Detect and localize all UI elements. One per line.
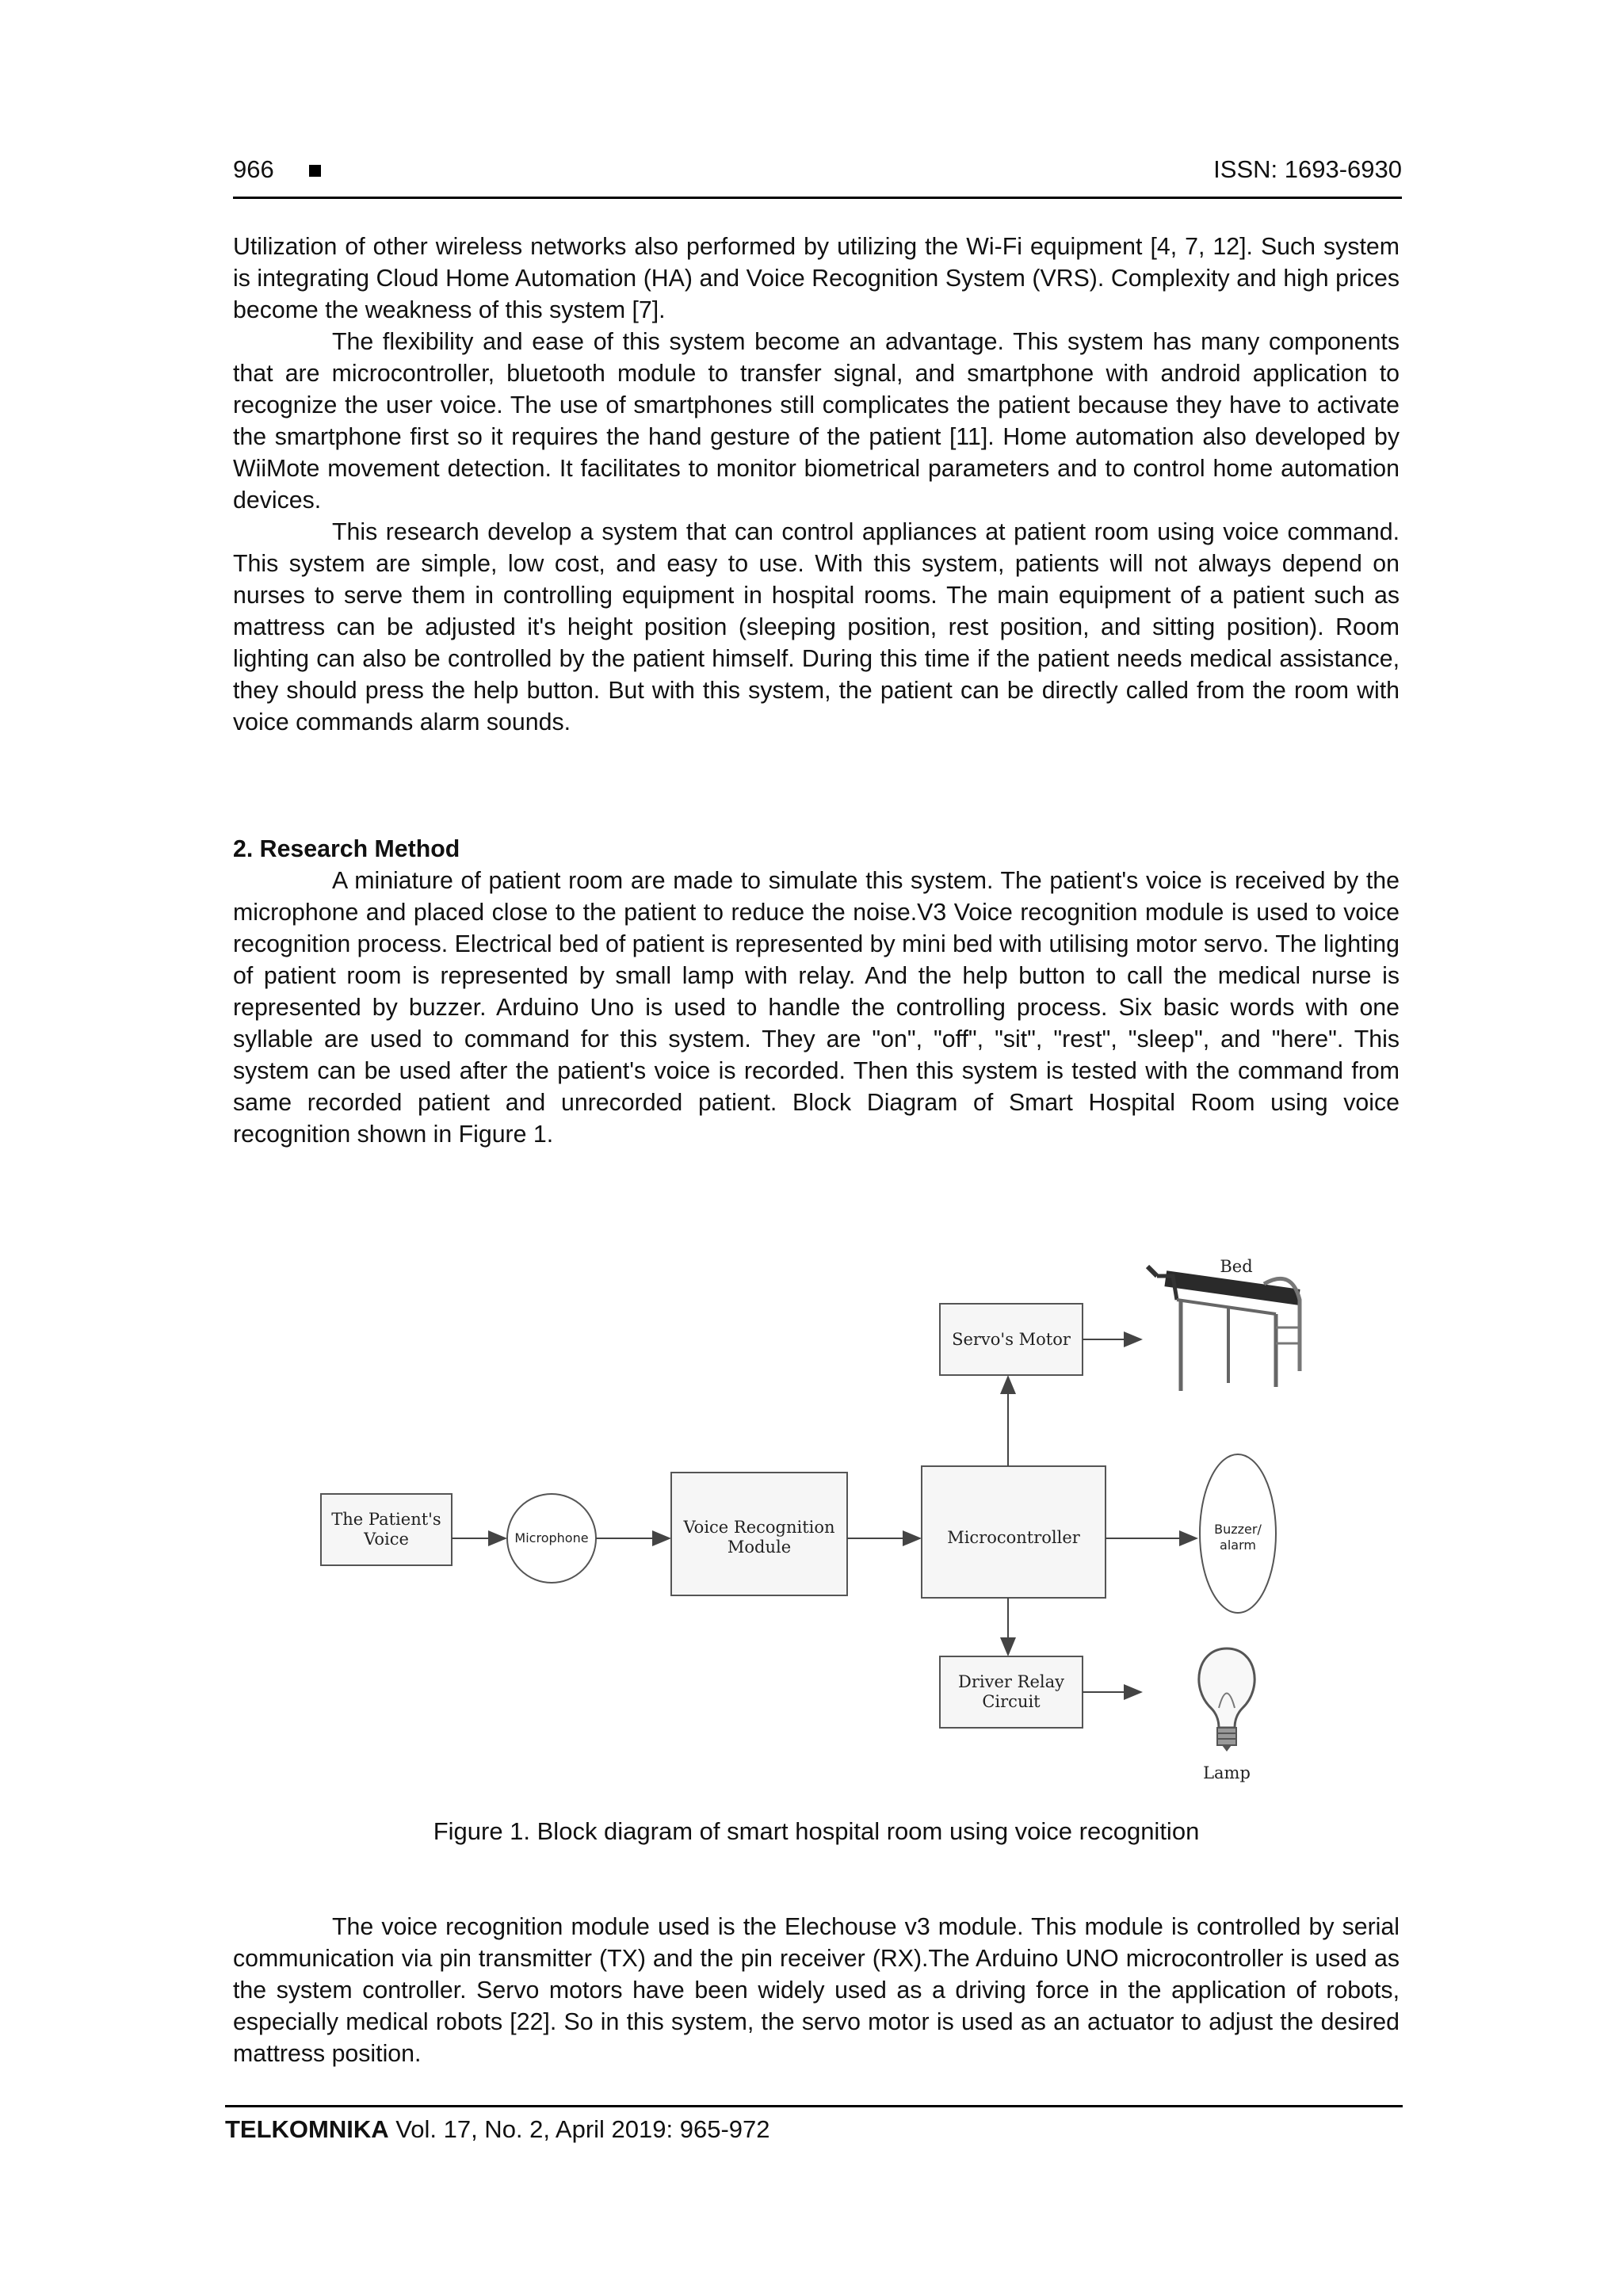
- patient-voice-line-1: The Patient's: [331, 1510, 441, 1529]
- paragraph: Utilization of other wireless networks also performed by utilizing the Wi-Fi equipment [4, 7, 12]. Such system is integrating Cloud Home Automation (HA) and Voice Recognition System (VRS). Complexity and high prices become the weakness of this system [7].: [233, 234, 1400, 323]
- page-footer: [225, 2105, 1403, 2144]
- vr-line-1: Voice Recognition: [683, 1518, 835, 1537]
- relay-line-1: Driver Relay: [958, 1672, 1064, 1691]
- buzzer-line-2: alarm: [1220, 1538, 1256, 1553]
- vr-line-2: Module: [727, 1538, 792, 1557]
- paragraph: A miniature of patient room are made to simulate this system. The patient's voice is received by the microphone and placed close to the patient to reduce the noise.V3 Voice recognition module is used to voice recognition process. Electrical bed of patient is represented by mini bed with utilising motor servo. The lighting of patient room is represented by small lamp with relay. And the help button to call the medical nurse is represented by buzzer. Arduino Uno is used to handle the controlling process. Six basic words with one syllable are used to command for this system. They are "on", "off", "sit", "rest", "sleep", and "here". This system can be used after the patient's voice is recorded. Then this system is tested with the command from same recorded patient and unrecorded patient. Block Diagram of Smart Hospital Room using voice recognition shown in Figure 1.: [233, 868, 1400, 1148]
- microphone-label: Microphone: [514, 1530, 589, 1545]
- bed-label: Bed: [1220, 1257, 1253, 1276]
- lamp-icon: [1199, 1648, 1254, 1752]
- relay-line-2: Circuit: [982, 1692, 1041, 1711]
- microcontroller-label: Microcontroller: [947, 1528, 1080, 1547]
- after-figure-text: [233, 1912, 1400, 2070]
- figure-caption: Figure 1. Block diagram of smart hospital room using voice recognition: [433, 1817, 1200, 1845]
- section-heading: 2. Research Method: [233, 836, 460, 862]
- paragraph: The voice recognition module used is the Elechouse v3 module. This module is controlled by serial communication via pin transmitter (TX) and the pin receiver (RX).The Arduino UNO microcontroller is used as the system controller. Servo motors have been widely used as a driving force in the application of robots, especially medical robots [22]. So in this system, the servo motor is used as an actuator to adjust the desired mattress position.: [233, 1914, 1400, 2067]
- paragraph: This research develop a system that can control appliances at patient room using voice command. This system are simple, low cost, and easy to use. With this system, patients will not always depend on nurses to serve them in controlling equipment in hospital rooms. The main equipment of a patient such as mattress can be adjusted it's height position (sleeping position, rest position, and sitting position). Room lighting can also be controlled by the patient himself. During this time if the patient needs medical assistance, they should press the help button. But with this system, the patient can be directly called from the room with voice commands alarm sounds.: [233, 519, 1400, 735]
- bed-icon: [1148, 1266, 1300, 1391]
- lamp-label: Lamp: [1203, 1763, 1251, 1782]
- intro-text: [233, 231, 1400, 739]
- patient-voice-label: [321, 1510, 452, 1549]
- block-diagram-figure: [317, 1244, 1308, 1791]
- issn: ISSN: 1693-6930: [1213, 155, 1402, 183]
- driver-relay-label: [940, 1672, 1083, 1712]
- paragraph: The flexibility and ease of this system become an advantage. This system has many components that are microcontroller, bluetooth module to transfer signal, and smartphone with android application to recognize the user voice. The use of smartphones still complicates the patient because they have to activate the smartphone first so it requires the hand gesture of the patient [11]. Home automation also developed by WiiMote movement detection. It facilitates to monitor biometrical parameters and to control home automation devices.: [233, 329, 1400, 514]
- servo-motor-label: Servo's Motor: [952, 1330, 1071, 1349]
- research-method-section: [233, 834, 1400, 1151]
- journal-details: Vol. 17, No. 2, April 2019: 965-972: [395, 2115, 770, 2143]
- patient-voice-line-2: Voice: [364, 1530, 409, 1549]
- page-header: [233, 155, 1402, 199]
- buzzer-line-1: Buzzer/: [1214, 1522, 1262, 1537]
- voice-recognition-label: [671, 1518, 847, 1557]
- square-bullet-icon: [309, 165, 321, 177]
- journal-name: TELKOMNIKA: [225, 2115, 389, 2143]
- page-number: 966: [233, 155, 274, 183]
- buzzer-label: [1200, 1522, 1276, 1553]
